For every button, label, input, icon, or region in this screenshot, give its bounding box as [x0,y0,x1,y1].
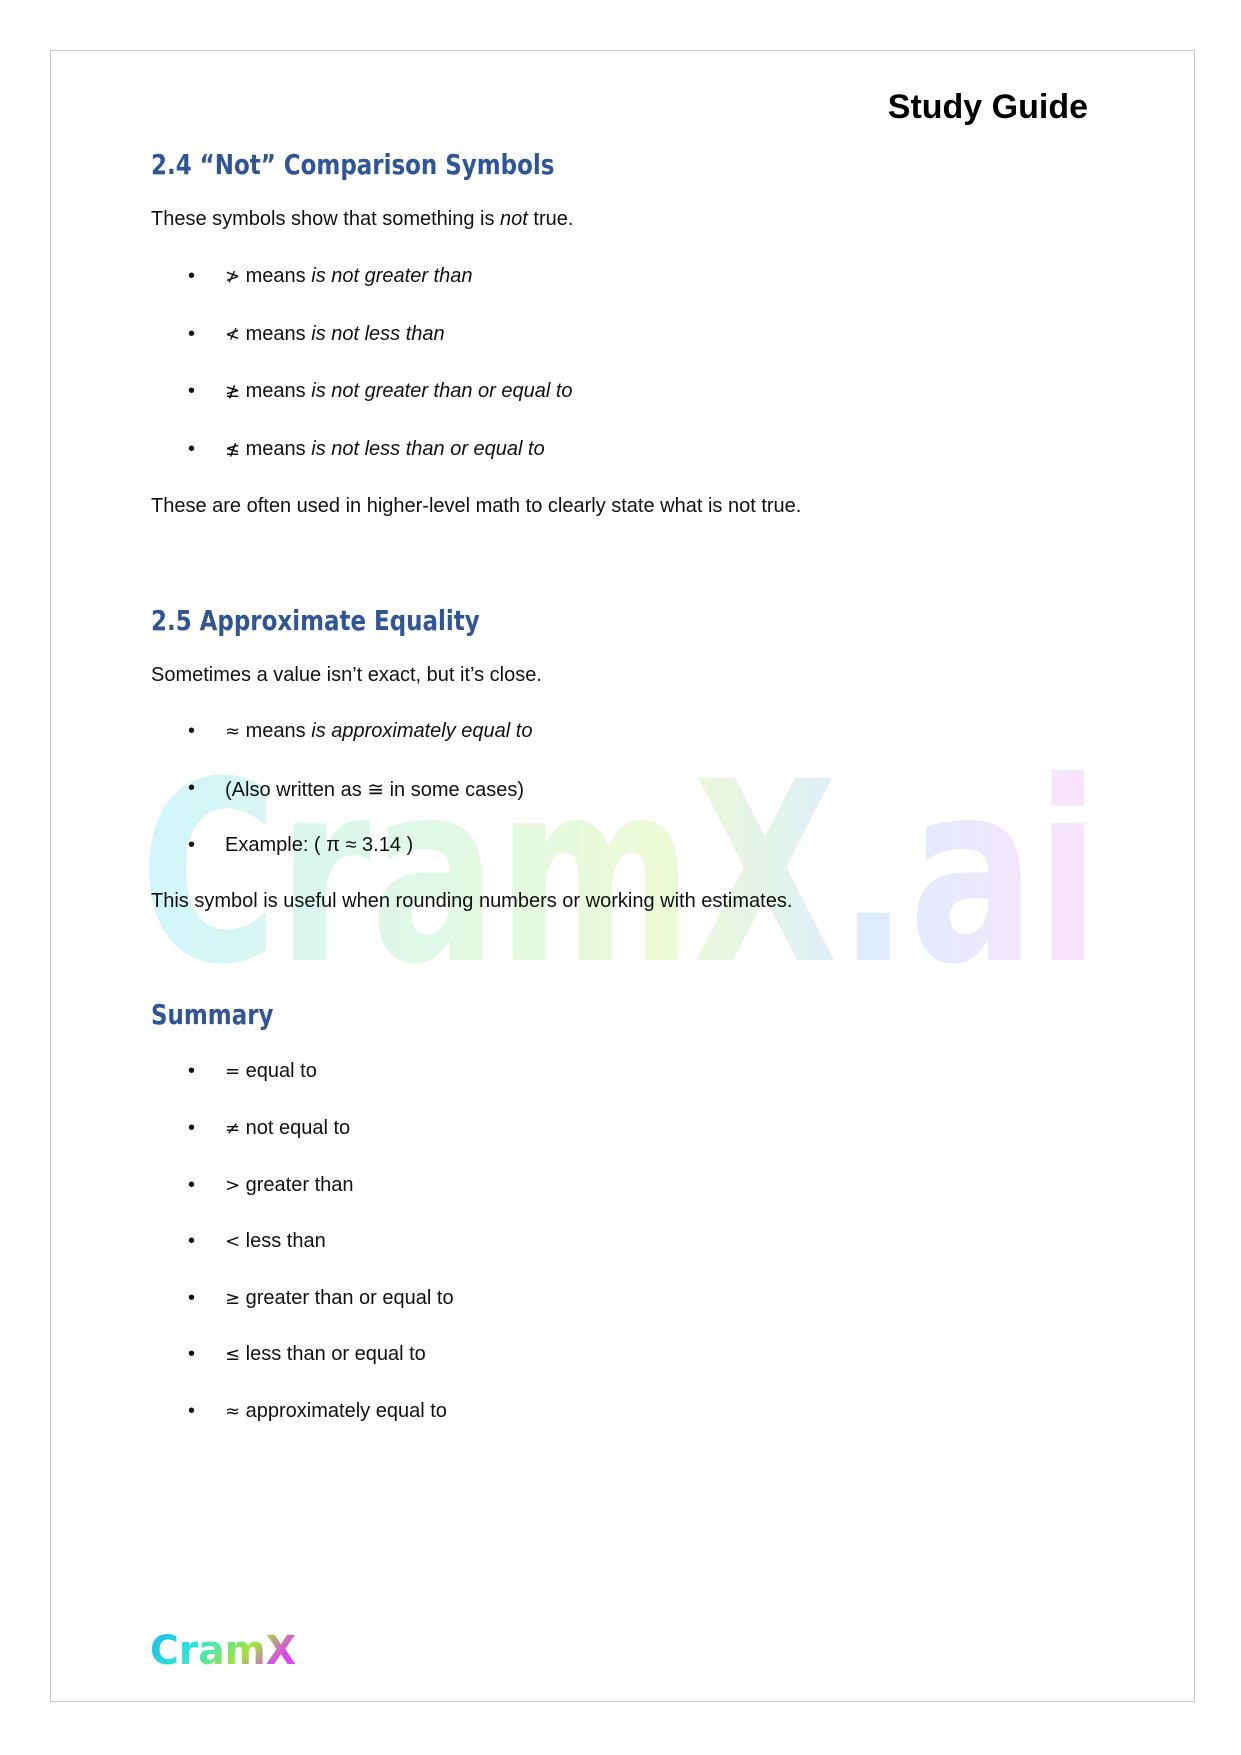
bullet: • [188,438,196,460]
section-heading-2-4: 2.4 “Not” Comparison Symbols [151,148,555,181]
section-2-5-outro: This symbol is useful when rounding numbers or working with estimates. [151,890,793,912]
list-item: ≯ means is not greater than [225,265,473,287]
section-heading-2-5: 2.5 Approximate Equality [151,604,480,637]
bullet: • [188,1400,196,1422]
section-2-4-intro: These symbols show that something is not true. [151,208,574,230]
bullet: • [188,1343,196,1365]
summary-item: > greater than [225,1174,354,1196]
bullet: • [188,777,196,799]
bullet: • [188,834,196,856]
list-item: (Also written as ≅ in some cases) [225,779,525,801]
summary-heading: Summary [151,998,274,1031]
summary-item: = equal to [225,1060,317,1082]
summary-item: ≤ less than or equal to [225,1343,426,1365]
svg-text:CramX.ai: CramX.ai [140,755,1100,1000]
bullet: • [188,720,196,742]
bullet: • [188,1060,196,1082]
list-item: Example: ( π ≈ 3.14 ) [225,834,414,856]
summary-item: ≥ greater than or equal to [225,1287,454,1309]
bullet: • [188,1230,196,1252]
bullet: • [188,380,196,402]
bullet: • [188,265,196,287]
summary-item: ≈ approximately equal to [225,1400,447,1422]
svg-text:CramX: CramX [150,1628,297,1674]
list-item: ≮ means is not less than [225,323,445,345]
document-title: Study Guide [887,88,1088,126]
list-item: ≱ means is not greater than or equal to [225,380,573,402]
list-item: ≰ means is not less than or equal to [225,438,545,460]
bullet: • [188,1287,196,1309]
page-border [50,50,1195,1702]
bullet: • [188,323,196,345]
section-2-5-intro: Sometimes a value isn’t exact, but it’s close. [151,664,542,686]
bullet: • [188,1174,196,1196]
list-item: ≈ means is approximately equal to [225,720,533,742]
summary-item: ≠ not equal to [225,1117,351,1139]
section-2-4-outro: These are often used in higher-level math to clearly state what is not true. [151,495,802,517]
bullet: • [188,1117,196,1139]
summary-item: < less than [225,1230,326,1252]
cramx-logo [150,1624,300,1674]
